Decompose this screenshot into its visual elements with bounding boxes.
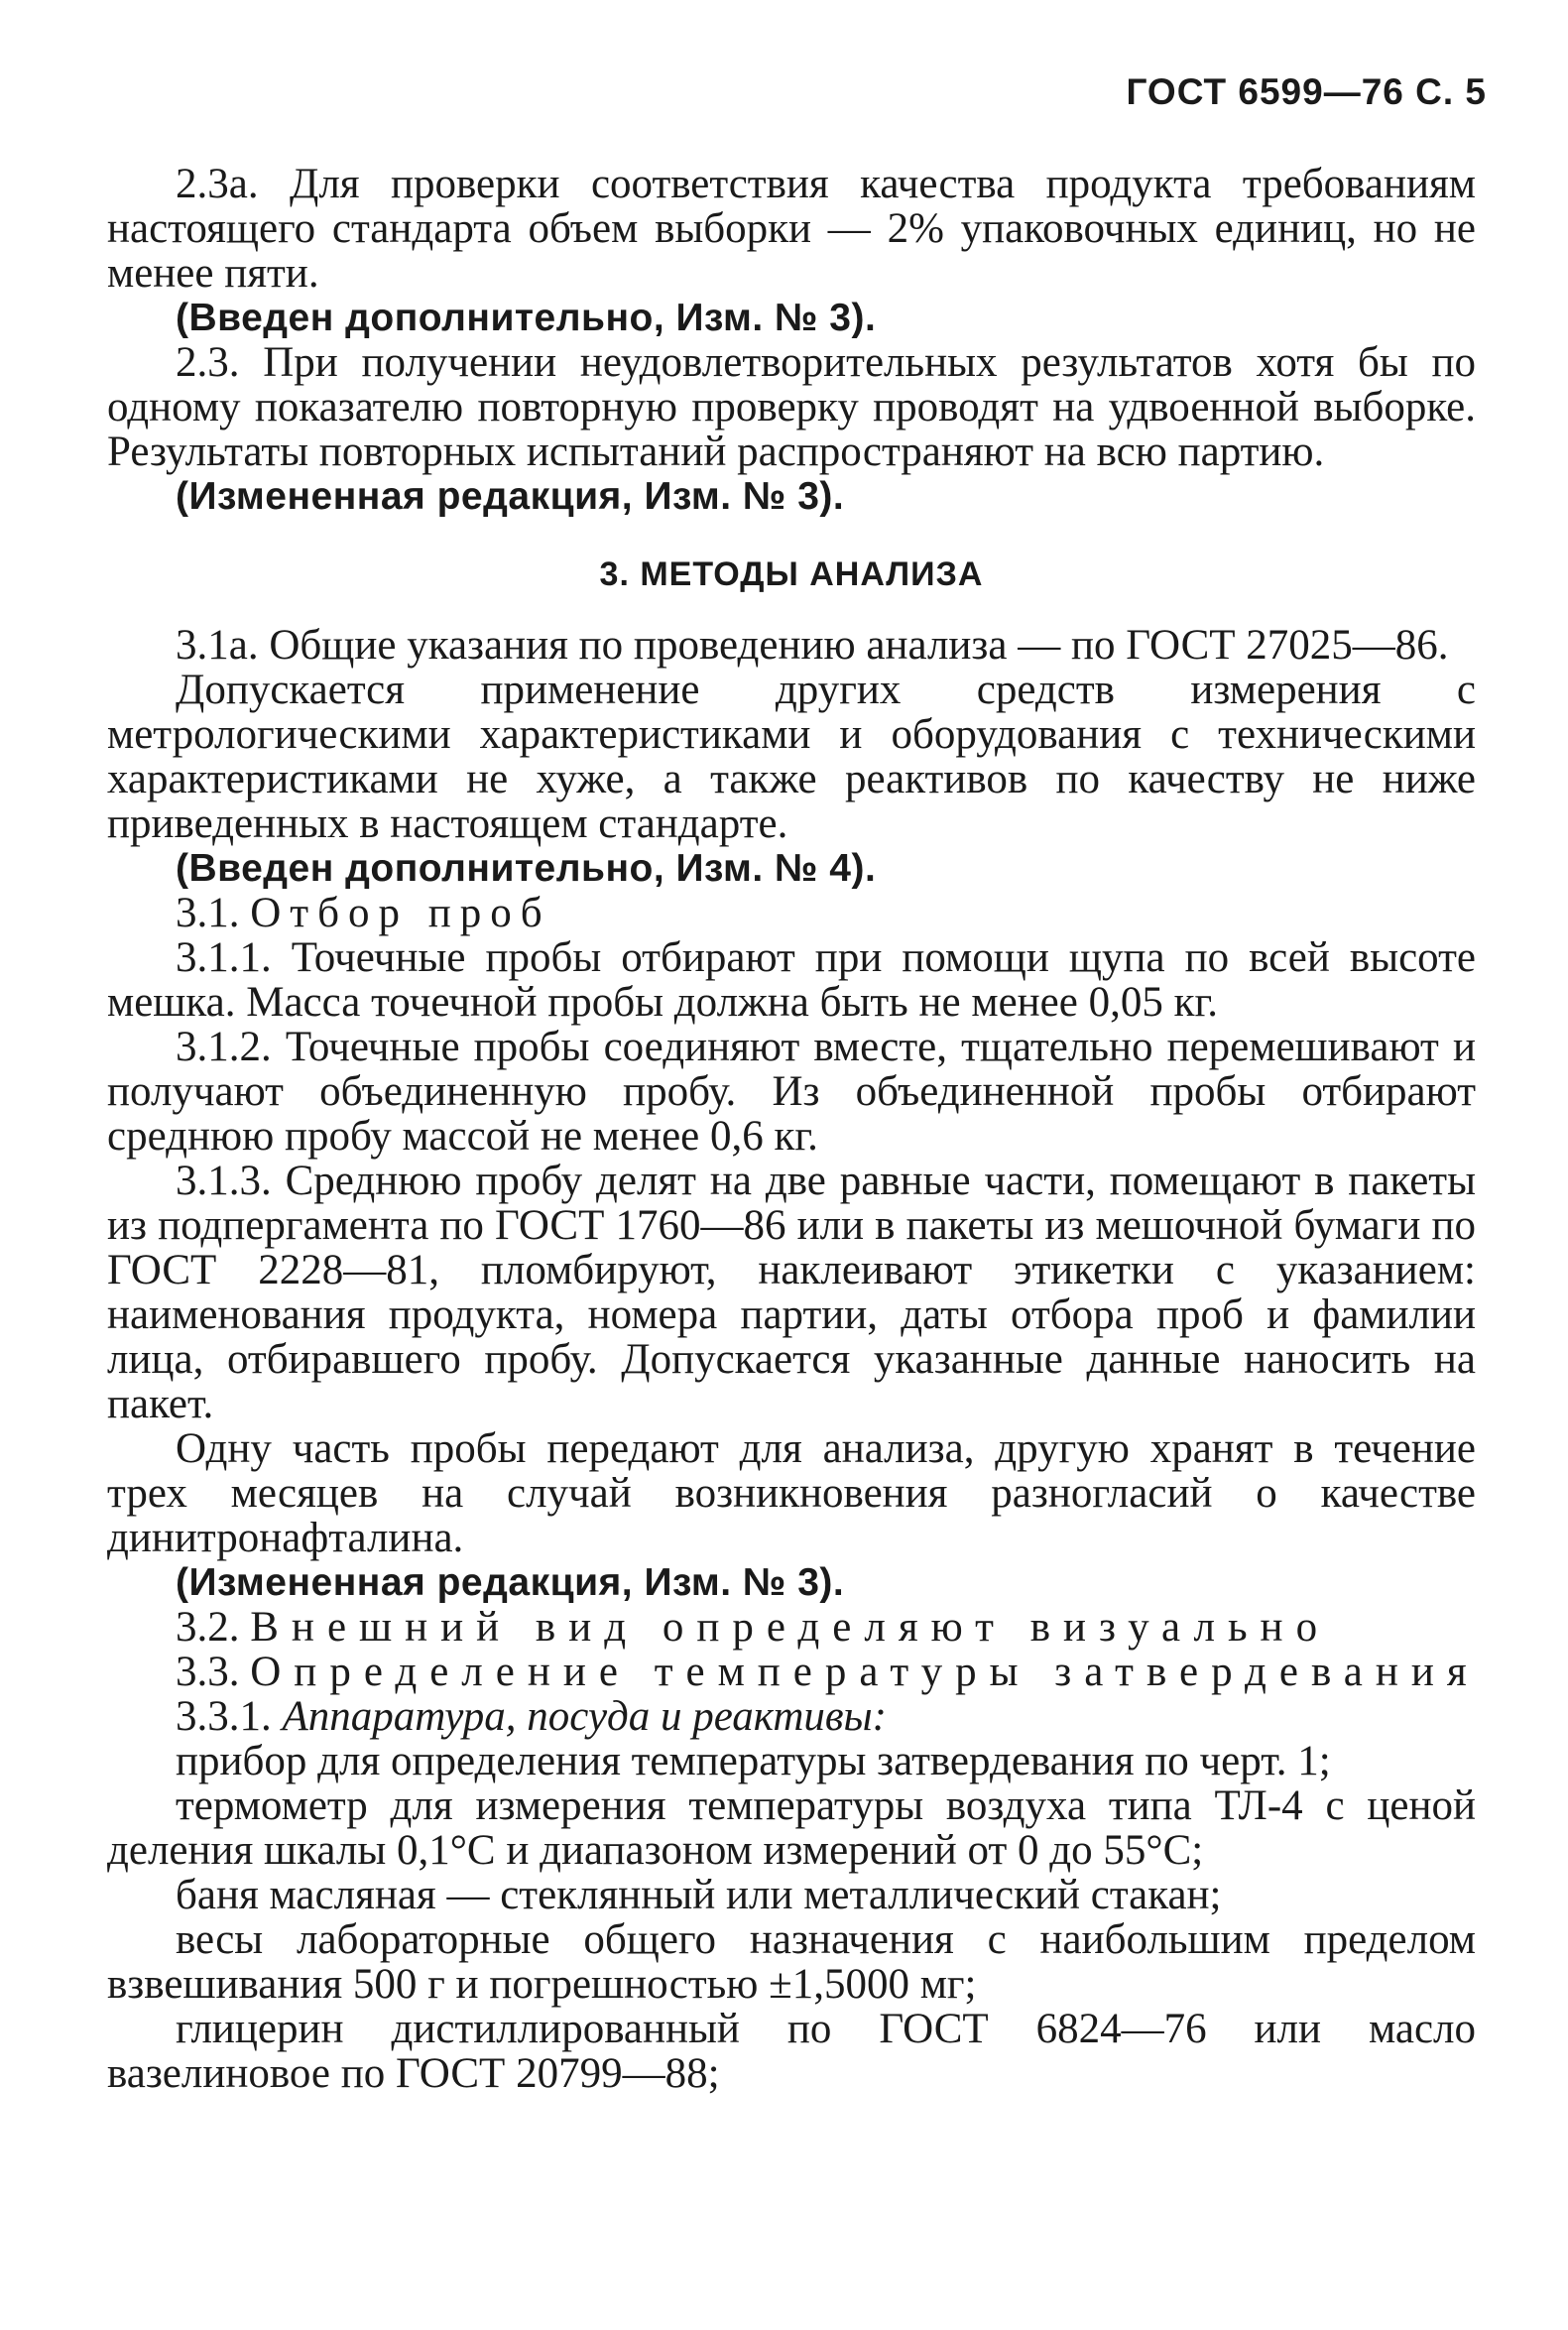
paragraph-2-3a: 2.3а. Для проверки соответствия качества продукта требованиям настоящего стандарта объем выборки — 2% упаковочных единиц, но не менее пяти.	[107, 161, 1476, 297]
paragraph-3-1-1: 3.1.1. Точечные пробы отбирают при помощи щупа по всей высоте мешка. Масса точечной пробы должна быть не менее 0,05 кг.	[107, 934, 1476, 1026]
amendment-note-2-3: (Измененная редакция, Изм. № 3).	[176, 475, 845, 518]
subheading-3-3	[107, 1649, 1480, 1695]
subheading-3-1-label: Отбор проб	[250, 890, 551, 936]
equipment-item-thermometer: термометр для измерения температуры воздуха типа ТЛ-4 с ценой деления шкалы 0,1°С и диапазоном измерений от 0 до 55°С;	[107, 1782, 1476, 1874]
subheading-3-3-1	[107, 1694, 1476, 1739]
amendment-note-3-1a: (Введен дополнительно, Изм. № 4).	[176, 847, 877, 890]
equipment-item-glycerin: глицерин дистиллированный по ГОСТ 6824—76 или масло вазелиновое по ГОСТ 20799—88;	[107, 2006, 1476, 2097]
paragraph-3-1a-tolerance: Допускается применение других средств измерения с метрологическими характеристиками и оборудования с техническими характеристиками не хуже, а также реактивов по качеству не ниже приведенных в настоящем стандарте.	[107, 667, 1476, 847]
equipment-item-oil-bath: баня масляная — стеклянный или металлический стакан;	[176, 1872, 1222, 1918]
running-header: ГОСТ 6599—76 С. 5	[1126, 71, 1487, 112]
subheading-3-2-label: Внешний вид определяют визуально	[250, 1604, 1331, 1651]
subheading-3-3-label: Определение температуры затвердевания	[250, 1649, 1480, 1695]
subheading-3-3-1-label: Аппаратура, посуда и реактивы:	[282, 1693, 887, 1740]
subheading-3-2-number: 3.2.	[176, 1604, 240, 1651]
paragraph-3-1-3-storage: Одну часть пробы передают для анализа, другую хранят в течение трех месяцев на случай возникновения разногласий о качестве динитронафталина.	[107, 1425, 1476, 1561]
section-title-methods: 3. МЕТОДЫ АНАЛИЗА	[599, 555, 984, 593]
amendment-note-3-1: (Измененная редакция, Изм. № 3).	[176, 1561, 845, 1604]
paragraph-2-3: 2.3. При получении неудовлетворительных результатов хотя бы по одному показателю повторную проверку проводят на удвоенной выборке. Результаты повторных испытаний распространяют на всю партию.	[107, 339, 1476, 475]
amendment-note-2-3a: (Введен дополнительно, Изм. № 3).	[176, 297, 877, 339]
paragraph-3-1-3: 3.1.3. Среднюю пробу делят на две равные части, помещают в пакеты из подпергамента по ГОСТ 1760—86 или в пакеты из мешочной бумаги по ГОСТ 2228—81, пломбируют, наклеивают этикетки с указанием: наименования продукта, номера партии, даты отбора проб и фамилии лица, отбиравшего пробу. Допускается указанные данные наносить на пакет.	[107, 1158, 1476, 1427]
equipment-item-scales: весы лабораторные общего назначения с наибольшим пределом взвешивания 500 г и погрешностью ±1,5000 мг;	[107, 1916, 1476, 2008]
subheading-3-3-number: 3.3.	[176, 1649, 240, 1695]
subheading-3-1-number: 3.1.	[176, 890, 240, 936]
equipment-item-apparatus: прибор для определения температуры затвердевания по черт. 1;	[176, 1738, 1331, 1784]
paragraph-3-1a: 3.1а. Общие указания по проведению анализа — по ГОСТ 27025—86.	[176, 622, 1449, 669]
page-body	[107, 161, 1480, 2097]
subheading-3-2	[107, 1605, 1476, 1650]
subheading-3-1	[107, 891, 1476, 935]
paragraph-3-1-2: 3.1.2. Точечные пробы соединяют вместе, тщательно перемешивают и получают объединенную пробу. Из объединенной пробы отбирают среднюю пробу массой не менее 0,6 кг.	[107, 1024, 1476, 1160]
subheading-3-3-1-number: 3.3.1.	[176, 1693, 272, 1740]
